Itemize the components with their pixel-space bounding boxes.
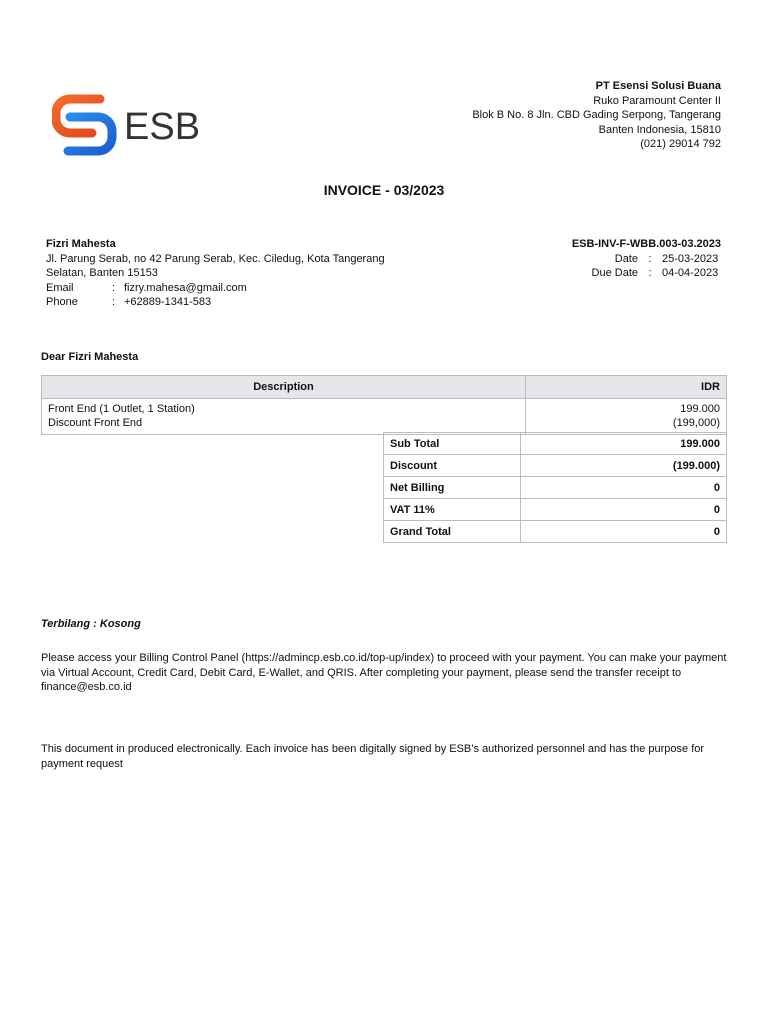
company-name: PT Esensi Solusi Buana [595,80,721,92]
date-label: Date [614,252,638,265]
item-description: Discount Front End [48,416,143,429]
item-description: Front End (1 Outlet, 1 Station) [48,403,195,415]
items-table [41,375,727,435]
total-value: 0 [521,477,727,499]
separator: : [112,296,116,308]
client-address-line: Jl. Parung Serab, no 42 Parung Serab, Kec. Ciledug, Kota Tangerang [46,252,385,265]
client-phone: +62889-1341-583 [124,296,212,308]
table-header-row [42,376,727,399]
description-header: Description [42,376,526,399]
total-label: Discount [384,455,521,477]
separator: : [112,281,116,294]
total-value: 0 [521,521,727,543]
company-block [472,79,721,152]
company-address-line: Ruko Paramount Center II [593,94,721,107]
total-value: 0 [521,499,727,521]
item-amounts [526,399,727,435]
company-address-line: Blok B No. 8 Jln. CBD Gading Serpong, Tangerang [472,109,721,121]
amount-in-words: Terbilang : Kosong [41,618,141,630]
item-descriptions [42,399,526,435]
invoice-date-row [572,252,721,267]
client-name: Fizri Mahesta [46,238,116,250]
total-value: 199.000 [521,433,727,455]
invoice-due-row [572,266,721,281]
invoice-meta [572,237,721,281]
separator: : [648,252,652,265]
email-label: Email [46,281,74,294]
total-label: Net Billing [384,477,521,499]
grand-total-row [384,521,727,543]
item-amount: 199.000 [680,403,720,415]
esb-logo-mark [52,93,212,157]
client-phone-row [46,295,385,310]
vat-row [384,499,727,521]
electronic-document-note: This document in produced electronically. Each invoice has been digitally signed by ESB’s authorized personnel and has the purpose for payment request [41,743,705,770]
due-date-label: Due Date [591,267,638,279]
discount-row [384,455,727,477]
client-address-line: Selatan, Banten 15153 [46,267,158,279]
company-phone: (021) 29014 792 [640,138,721,150]
table-row [42,399,727,435]
invoice-due-date: 04-04-2023 [662,267,719,279]
total-label: Grand Total [384,521,521,543]
client-block [46,237,385,310]
client-email: fizry.mahesa@gmail.com [124,281,247,294]
invoice-number: ESB-INV-F-WBB.003-03.2023 [571,238,721,250]
client-email-row [46,281,385,296]
esb-logo [52,93,212,157]
phone-label: Phone [46,296,78,308]
logo-wordmark: ESB [124,106,201,148]
net-billing-row [384,477,727,499]
total-value: (199.000) [521,455,727,477]
idr-header: IDR [526,376,727,399]
separator: : [648,267,652,279]
company-address-line: Banten Indonesia, 15810 [598,123,721,136]
totals-table [383,432,727,543]
subtotal-row [384,433,727,455]
total-label: VAT 11% [384,499,521,521]
invoice-title: INVOICE - 03/2023 [323,182,445,198]
payment-instructions: Please access your Billing Control Panel (https://admincp.esb.co.id/top-up/index) to proceed with your payment. You can make your payment via Virtual Account, Credit Card, Debit Card, E-Wallet, and QRIS. After completing your payment, please send the transfer receipt to finance@esb.co.id [41,652,727,693]
invoice-date: 25-03-2023 [662,252,719,265]
total-label: Sub Total [384,433,521,455]
greeting: Dear Fizri Mahesta [41,351,139,363]
item-amount: (199,000) [672,416,720,429]
